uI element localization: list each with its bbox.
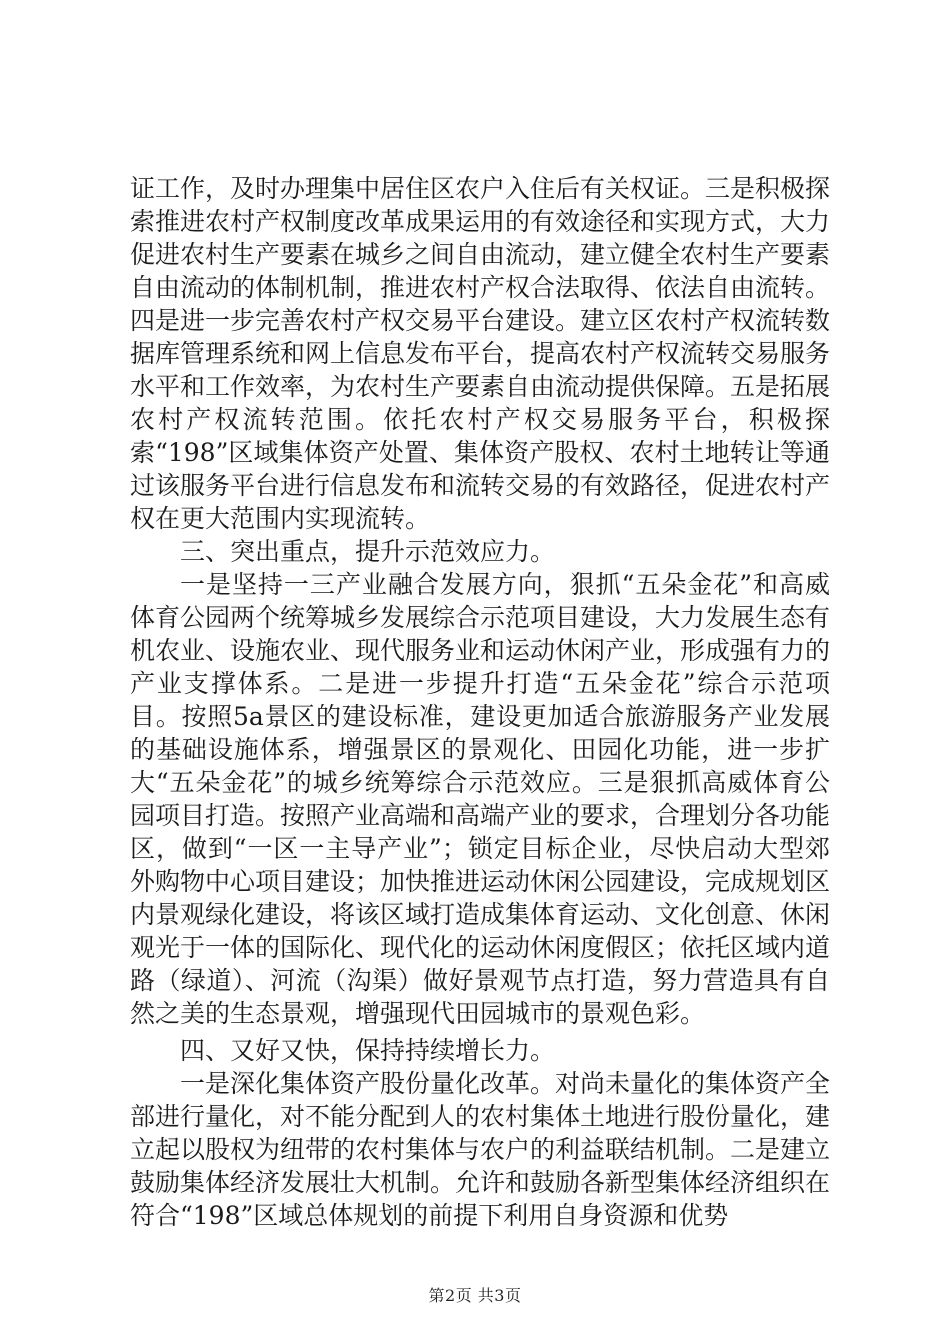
section-heading-3: 三、突出重点，提升示范效应力。 bbox=[180, 537, 556, 566]
paragraph-section-4: 一是深化集体资产股份量化改革。对尚未量化的集体资产全部进行量化，对不能分配到人的农村集体土地进行股份量化，建立起以股权为纽带的农村集体与农户的利益联结机制。二是建立鼓励集体经济发展壮大机制。允许和鼓励各新型集体经济组织在符合“198”区域总体规划的前提下利用自身资源和优势 bbox=[130, 1069, 831, 1230]
document-body bbox=[130, 172, 830, 1232]
page-number-footer: 第2页 共3页 bbox=[428, 1286, 522, 1305]
paragraph-section-3: 一是坚持一三产业融合发展方向，狠抓“五朵金花”和高威体育公园两个统筹城乡发展综合示范项目建设，大力发展生态有机农业、设施农业、现代服务业和运动休闲产业，形成强有力的产业支撑体系。二是进一步提升打造“五朵金花”综合示范项目。按照5a景区的建设标准，建设更加适合旅游服务产业发展的基础设施体系，增强景区的景观化、田园化功能，进一步扩大“五朵金花”的城乡统筹综合示范效应。三是狠抓高威体育公园项目打造。按照产业高端和高端产业的要求，合理划分各功能区，做到“一区一主导产业”；锁定目标企业，尽快启动大型郊外购物中心项目建设；加快推进运动休闲公园建设，完成规划区内景观绿化建设，将该区域打造成集体育运动、文化创意、休闲观光于一体的国际化、现代化的运动休闲度假区；依托区域内道路（绿道）、河流（沟渠）做好景观节点打造，努力营造具有自然之美的生态景观，增强现代田园城市的景观色彩。 bbox=[130, 570, 831, 1028]
paragraph-continuation: 证工作，及时办理集中居住区农户入住后有关权证。三是积极探索推进农村产权制度改革成果运用的有效途径和实现方式，大力促进农村生产要素在城乡之间自由流动，建立健全农村生产要素自由流动的体制机制，推进农村产权合法取得、依法自由流转。四是进一步完善农村产权交易平台建设。建立区农村产权流转数据库管理系统和网上信息发布平台，提高农村产权流转交易服务水平和工作效率，为农村生产要素自由流动提供保障。五是拓展农村产权流转范围。依托农村产权交易服务平台，积极探索“198”区域集体资产处置、集体资产股权、农村土地转让等通过该服务平台进行信息发布和流转交易的有效路径，促进农村产权在更大范围内实现流转。 bbox=[130, 174, 831, 533]
section-heading-4: 四、又好又快，保持持续增长力。 bbox=[180, 1036, 556, 1065]
